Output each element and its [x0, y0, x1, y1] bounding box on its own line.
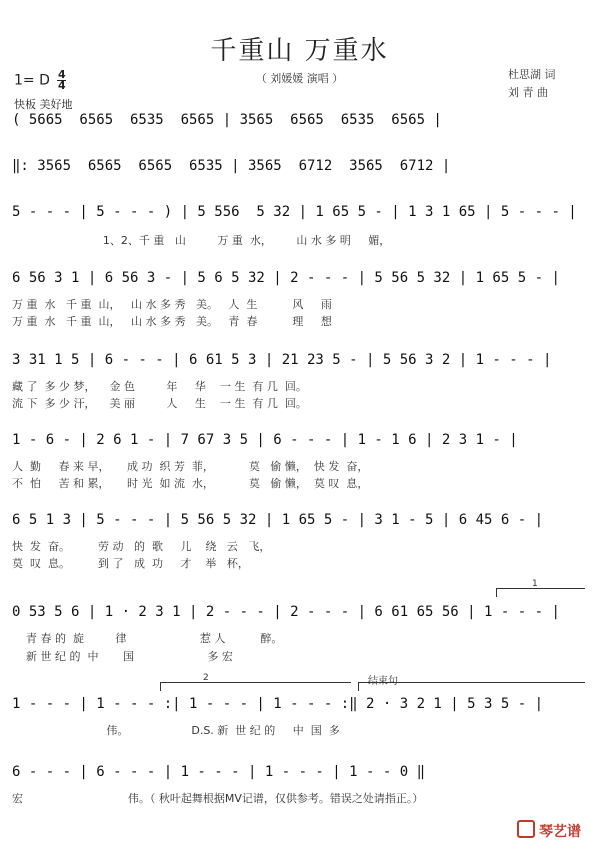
lyrics-row-5a: 藏 了 多 少 梦， 金 色 年 华 一 生 有 几 回。: [12, 380, 307, 393]
lyrics-row-7b: 莫 叹 息。 到 了 成 功 才 举 杯，: [12, 557, 249, 570]
volta-2-label: 2: [203, 673, 209, 683]
composer-credit: 刘 青 曲: [508, 86, 548, 99]
notation-row-9: 1 - - - | 1 - - - :| 1 - - - | 1 - - - :‖ 2 · 3 2 1 | 5 3 5 - |: [12, 696, 544, 712]
tempo-marking: 快板 美好地: [14, 98, 73, 111]
lyrics-row-4a: 万 重 水 千 重 山， 山 水 多 秀 美。 人 生 风 雨: [12, 298, 332, 311]
watermark-logo: [517, 820, 581, 841]
volta-1-bracket: [496, 588, 585, 597]
lyrics-row-4b: 万 重 水 千 重 山， 山 水 多 秀 美。 青 春 理 想: [12, 315, 332, 328]
lyricist-credit: 杜思湖 词: [508, 68, 556, 81]
lyrics-row-5b: 流 下 多 少 汗， 美 丽 人 生 一 生 有 几 回。: [12, 397, 307, 410]
volta-2-bracket: [160, 682, 351, 691]
lyrics-row-10: 宏 伟。（ 秋叶起舞根据MV记谱，仅供参考。错误之处请指正。）: [12, 792, 424, 805]
notation-row-10: 6 - - - | 6 - - - | 1 - - - | 1 - - - | 1 - - 0 ‖: [12, 764, 426, 780]
time-top: 4: [58, 68, 66, 81]
lyrics-row-8b: 新 世 纪 的 中 国 多 宏: [12, 650, 233, 663]
notation-row-1: ( 5665 6565 6535 6565 | 3565 6565 6535 6565 |: [12, 112, 442, 128]
notation-row-7: 6 5 1 3 | 5 - - - | 5 56 5 32 | 1 65 5 - | 3 1 - 5 | 6 45 6 - |: [12, 512, 544, 528]
time-bottom: 4: [58, 79, 66, 92]
lyrics-row-8a: 青 春 的 旋 律 惹 人 醉。: [12, 632, 283, 645]
notation-row-2: ‖: 3565 6565 6565 6535 | 3565 6712 3565 6712 |: [12, 158, 451, 174]
time-signature: [57, 70, 66, 91]
lyrics-row-9: 伟。 D.S. 新 世 纪 的 中 国 多: [12, 724, 340, 737]
lyrics-row-7a: 快 发 奋。 劳 动 的 歌 儿 绕 云 飞，: [12, 540, 271, 553]
volta-1-label: 1: [532, 579, 538, 589]
key-label: 1= D: [14, 72, 50, 89]
notation-row-5: 3 31 1 5 | 6 - - - | 6 61 5 3 | 21 23 5 - | 5 56 3 2 | 1 - - - |: [12, 352, 552, 368]
singer-credit: （ 刘媛媛 演唱 ）: [255, 72, 344, 85]
logo-icon: [517, 820, 535, 838]
song-title: 千重山 万重水: [210, 36, 389, 66]
ending-label: 结束句: [368, 676, 398, 687]
notation-row-3: 5 - - - | 5 - - - ) | 5 556 5 32 | 1 65 5 - | 1 3 1 65 | 5 - - - |: [12, 204, 577, 220]
notation-row-6: 1 - 6 - | 2 6 1 - | 7 67 3 5 | 6 - - - | 1 - 1 6 | 2 3 1 - |: [12, 432, 518, 448]
lyrics-row-6b: 不 怕 苦 和 累， 时 光 如 流 水， 莫 偷 懒， 莫 叹 息，: [12, 477, 369, 490]
lyrics-row-3: 1、2、千 重 山 万 重 水， 山 水 多 明 媚，: [12, 234, 391, 247]
notation-row-4: 6 56 3 1 | 6 56 3 - | 5 6 5 32 | 2 - - - | 5 56 5 32 | 1 65 5 - |: [12, 270, 560, 286]
lyrics-row-6a: 人 勤 春 来 早， 成 功 织 芳 菲， 莫 偷 懒， 快 发 奋，: [12, 460, 369, 473]
key-signature: [14, 70, 66, 91]
notation-row-8: 0 53 5 6 | 1 · 2 3 1 | 2 - - - | 2 - - - | 6 61 65 56 | 1 - - - |: [12, 604, 560, 620]
watermark-text: 琴艺谱: [539, 824, 581, 840]
